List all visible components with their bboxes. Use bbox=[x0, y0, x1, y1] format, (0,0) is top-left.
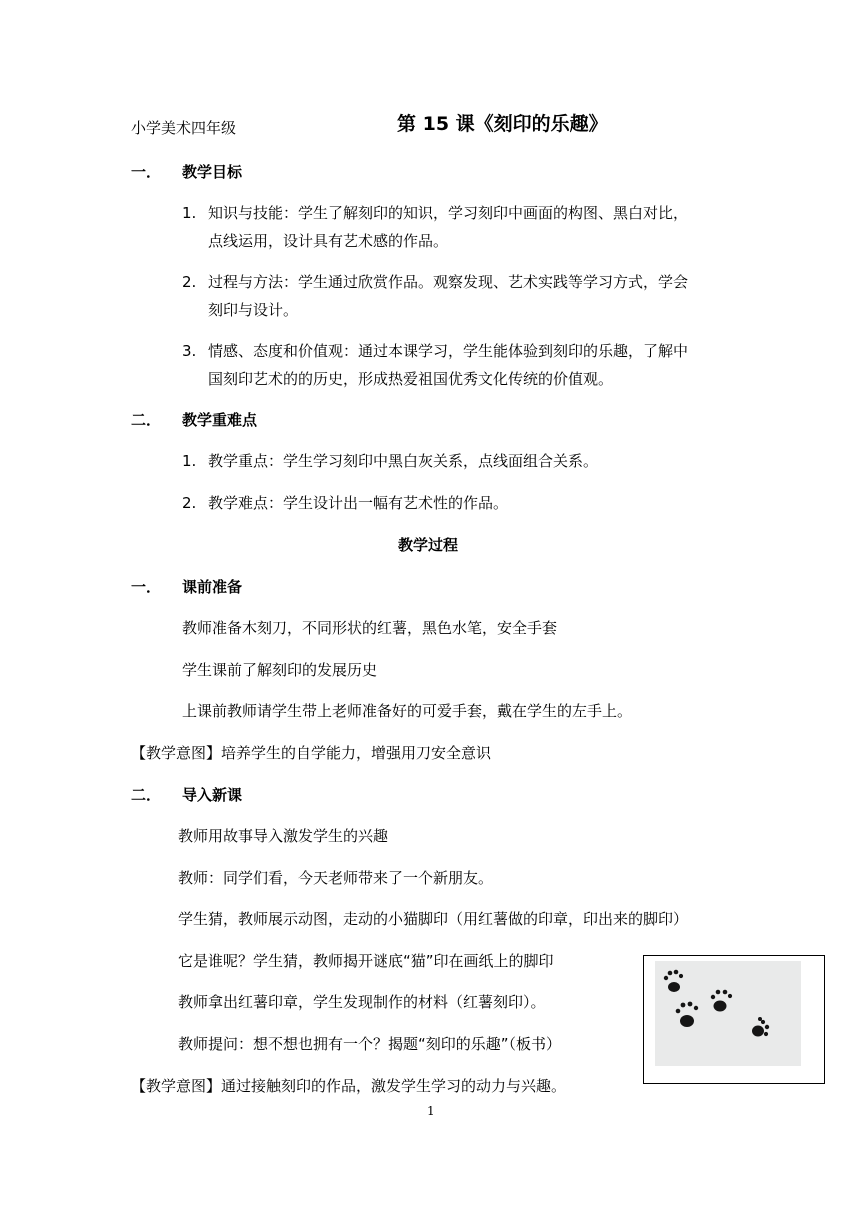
page-title: 第 15 课《刻印的乐趣》 bbox=[397, 113, 608, 135]
prep-para-3: 上课前教师请学生带上老师准备好的可爱手套，戴在学生的左手上。 bbox=[182, 702, 633, 720]
objective-2-line1: 过程与方法：学生通过欣赏作品。观察发现、艺术实践等学习方式，学会 bbox=[208, 273, 689, 291]
prep-para-1: 教师准备木刻刀，不同形状的红薯，黑色水笔，安全手套 bbox=[182, 619, 558, 637]
intro-para-2: 教师：同学们看，今天老师带来了一个新朋友。 bbox=[178, 869, 494, 887]
section-2-number: 二． bbox=[131, 411, 162, 429]
section-3-number: 一． bbox=[131, 578, 162, 596]
prep-intent: 【教学意图】培养学生的自学能力，增强用刀安全意识 bbox=[131, 744, 492, 762]
intro-para-3: 学生猜，教师展示动图，走动的小猫脚印（用红薯做的印章，印出来的脚印） bbox=[178, 910, 689, 928]
intro-para-4: 它是谁呢？学生猜，教师揭开谜底“猫”印在画纸上的脚印 bbox=[178, 952, 554, 970]
section-4-heading: 导入新课 bbox=[182, 786, 243, 804]
section-3-heading: 课前准备 bbox=[182, 578, 243, 596]
objective-2-line2: 刻印与设计。 bbox=[208, 301, 299, 319]
objective-1-line1: 知识与技能：学生了解刻印的知识，学习刻印中画面的构图、黑白对比， bbox=[208, 204, 689, 222]
keypoint-2-number: 2. bbox=[182, 494, 197, 512]
keypoint-1-number: 1. bbox=[182, 452, 197, 470]
paw-print-photo bbox=[655, 961, 801, 1066]
intro-para-6: 教师提问：想不想也拥有一个？揭题“刻印的乐趣”（板书） bbox=[178, 1035, 562, 1053]
prep-para-2: 学生课前了解刻印的发展历史 bbox=[182, 661, 378, 679]
objective-3-line1: 情感、态度和价值观：通过本课学习，学生能体验到刻印的乐趣，了解中 bbox=[208, 342, 689, 360]
intro-para-1: 教师用故事导入激发学生的兴趣 bbox=[178, 827, 389, 845]
objective-3-line2: 国刻印艺术的的历史，形成热爱祖国优秀文化传统的价值观。 bbox=[208, 370, 614, 388]
grade-label: 小学美术四年级 bbox=[131, 119, 237, 137]
keypoint-2-text: 教学难点：学生设计出一幅有艺术性的作品。 bbox=[208, 494, 509, 512]
intro-para-5: 教师拿出红薯印章，学生发现制作的材料（红薯刻印）。 bbox=[178, 993, 546, 1011]
objective-2-number: 2. bbox=[182, 273, 197, 291]
section-1-heading: 教学目标 bbox=[182, 163, 243, 181]
intro-intent: 【教学意图】通过接触刻印的作品，激发学生学习的动力与兴趣。 bbox=[131, 1077, 567, 1095]
section-4-number: 二． bbox=[131, 786, 162, 804]
section-2-heading: 教学重难点 bbox=[182, 411, 258, 429]
paw-prints-icon bbox=[655, 961, 801, 1066]
objective-1-number: 1. bbox=[182, 204, 197, 222]
process-heading: 教学过程 bbox=[398, 536, 459, 554]
paw-print-photo-frame bbox=[643, 955, 825, 1084]
keypoint-1-text: 教学重点：学生学习刻印中黑白灰关系，点线面组合关系。 bbox=[208, 452, 599, 470]
objective-3-number: 3. bbox=[182, 342, 197, 360]
objective-1-line2: 点线运用，设计具有艺术感的作品。 bbox=[208, 232, 449, 250]
page-number: 1 bbox=[427, 1104, 435, 1118]
section-1-number: 一． bbox=[131, 163, 162, 181]
